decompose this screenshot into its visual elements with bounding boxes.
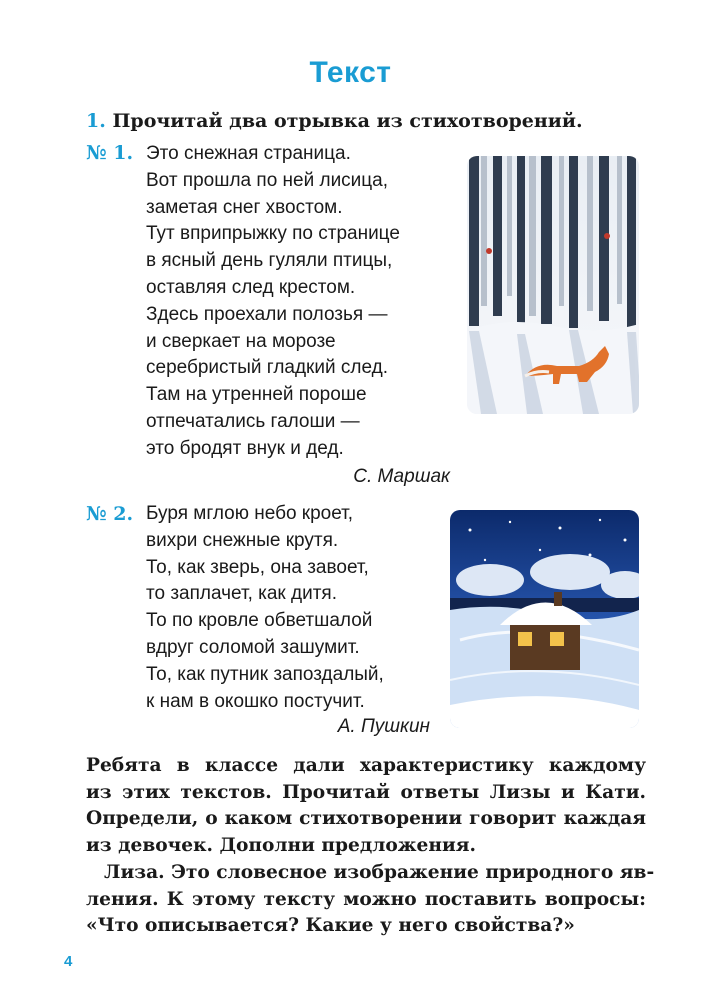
poem-line: вдруг соломой зашумит.: [146, 636, 360, 658]
poem-line: Буря мглою небо кроет,: [146, 503, 354, 524]
poem-line: То, как путник запоздалый,: [146, 663, 384, 685]
paragraph-line: Ребята в классе дали характеристику каждому: [86, 755, 646, 776]
poem-line: То, как зверь, она завоет,: [146, 556, 369, 578]
poem-2-author: А. Пушкин: [337, 716, 430, 737]
paragraph-line: ления. К этому тексту можно поставить вопросы:: [86, 888, 646, 910]
poem-line: вихри снежные крутя.: [146, 529, 339, 551]
poem-1-number: № 1.: [86, 142, 134, 164]
poem-line: заметая снег хвостом.: [146, 196, 343, 218]
page-title: Текст: [309, 56, 392, 89]
blizzard-house-illustration: [450, 510, 639, 728]
poem-line: То по кровле обветшалой: [146, 610, 373, 632]
poem-line: к нам в окошко постучит.: [146, 690, 365, 712]
liza-line-1: Это словесное изображение природного яв-: [164, 862, 655, 883]
task-number: 1.: [86, 110, 106, 132]
poem-line: Тут вприпрыжку по странице: [146, 223, 400, 245]
poem-line: в ясный день гуляли птицы,: [146, 250, 393, 272]
task-text: Прочитай два отрывка из стихотворений.: [112, 110, 583, 132]
poem-line: это бродят внук и дед.: [146, 437, 344, 459]
paragraph-line: Определи, о каком стихотворении говорит каждая: [86, 808, 646, 830]
winter-forest-illustration: [467, 156, 639, 414]
paragraph-line: [86, 860, 655, 887]
poem-1-author: С. Маршак: [353, 466, 450, 487]
intro-paragraph: [86, 753, 646, 859]
poem-line: Там на утренней пороше: [146, 384, 367, 406]
poem-2-text: [146, 501, 384, 715]
liza-paragraph: [86, 860, 655, 940]
poem-line: Это снежная страница.: [146, 143, 351, 164]
poem-1-text: [146, 141, 400, 463]
poem-line: Здесь проехали полозья —: [146, 303, 388, 325]
poem-line: и сверкает на морозе: [146, 330, 336, 352]
poem-line: отпечатались галоши —: [146, 410, 360, 432]
forest-fox-image: [467, 156, 639, 414]
poem-2-number: № 2.: [86, 503, 134, 525]
page-number: 4: [64, 953, 73, 970]
poem-line: то заплачет, как дитя.: [146, 583, 337, 605]
paragraph-line: из этих текстов. Прочитай ответы Лизы и Кати.: [86, 781, 646, 803]
liza-name: Лиза.: [104, 862, 165, 883]
paragraph-line: «Что описывается? Какие у него свойства?»: [86, 915, 575, 937]
task-heading: [86, 110, 583, 132]
poem-line: Вот прошла по ней лисица,: [146, 169, 389, 191]
poem-line: оставляя след крестом.: [146, 276, 356, 298]
poem-line: серебристый гладкий след.: [146, 357, 388, 379]
snowy-house-image: [450, 510, 639, 728]
paragraph-line: из девочек. Дополни предложения.: [86, 834, 476, 856]
